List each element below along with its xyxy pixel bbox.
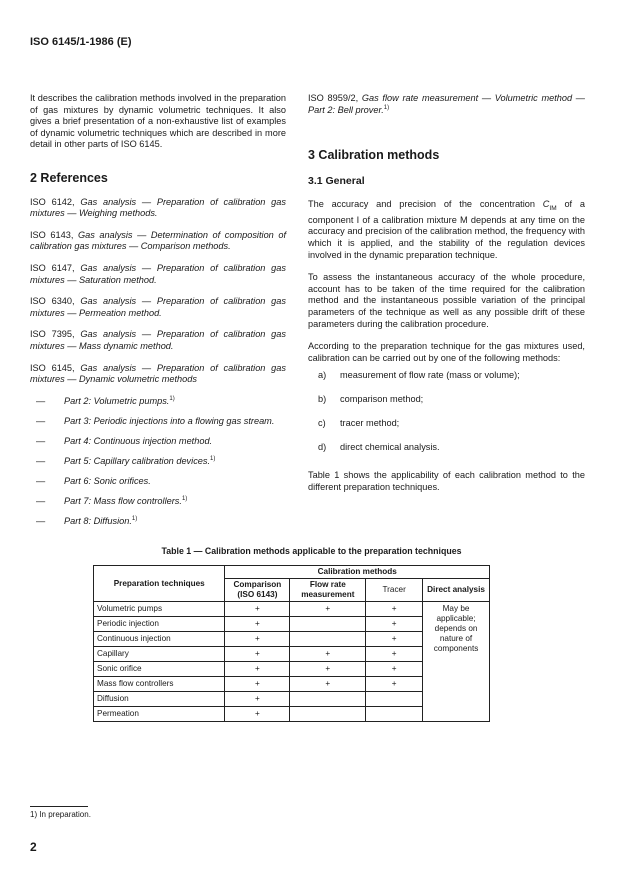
intro-paragraph: It describes the calibration methods involved in the preparation of gas mixtures by dynamic volumetric techniques. It also gives a brief presentation of a non-exhaustive list of examples of dynamic volumetric techniques which are described in more detail in other parts of ISO 6145. xyxy=(30,93,286,150)
row-cell xyxy=(366,707,423,722)
row-cell: + xyxy=(290,647,366,662)
row-cell xyxy=(366,692,423,707)
row-cell: + xyxy=(225,662,290,677)
row-cell: + xyxy=(290,662,366,677)
paragraph-table-ref: Table 1 shows the applicability of each calibration method to the different preparation techniques. xyxy=(308,470,585,492)
row-cell: + xyxy=(225,647,290,662)
calibration-methods-table xyxy=(93,565,490,722)
part-list-item: — Part 4: Continuous injection method. xyxy=(36,435,213,446)
method-list-item: a) measurement of flow rate (mass or volume); xyxy=(318,370,520,381)
row-cell: + xyxy=(225,632,290,647)
row-cell: + xyxy=(366,602,423,617)
row-technique: Capillary xyxy=(94,647,225,662)
row-technique: Volumetric pumps xyxy=(94,602,225,617)
row-cell: + xyxy=(366,662,423,677)
part-list-item: — Part 8: Diffusion.$^{1)}$ xyxy=(36,515,138,526)
table-row xyxy=(94,602,490,617)
section-2-heading: 2 References xyxy=(30,170,108,185)
part-list-item: — Part 7: Mass flow controllers.$^{1)}$ xyxy=(36,495,188,506)
method-list-item: c) tracer method; xyxy=(318,418,400,429)
row-technique: Diffusion xyxy=(94,692,225,707)
row-cell: + xyxy=(225,677,290,692)
method-list-item: d) direct chemical analysis. xyxy=(318,442,440,453)
paragraph-methods-intro: According to the preparation technique for the gas mixtures used, calibration can be carried out by one of the following methods: xyxy=(308,341,585,363)
row-technique: Mass flow controllers xyxy=(94,677,225,692)
part-list-item: — Part 6: Sonic orifices. xyxy=(36,475,151,486)
row-cell: + xyxy=(366,647,423,662)
reference-item: ISO 6145, Gas analysis — Preparation of calibration gas mixtures — Dynamic volumetric methods xyxy=(30,362,286,385)
row-cell xyxy=(290,617,366,632)
footnote-divider xyxy=(30,806,88,807)
part-list-item: — Part 3: Periodic injections into a flowing gas stream. xyxy=(36,415,275,426)
row-cell: + xyxy=(366,677,423,692)
part-list-item: — Part 5: Capillary calibration devices.$^{1)}$ xyxy=(36,455,216,466)
row-technique: Permeation xyxy=(94,707,225,722)
left-column xyxy=(30,93,286,536)
header-comparison: Comparison (ISO 6143) xyxy=(225,579,290,602)
row-cell xyxy=(290,692,366,707)
part-list-item: — Part 2: Volumetric pumps.$^{1)}$ xyxy=(36,395,175,406)
direct-analysis-note: May be applicable; depends on nature of components xyxy=(423,602,490,722)
row-cell: + xyxy=(225,602,290,617)
right-column xyxy=(308,93,585,494)
reference-item: ISO 7395, Gas analysis — Preparation of calibration gas mixtures — Mass dynamic method. xyxy=(30,329,286,351)
row-technique: Periodic injection xyxy=(94,617,225,632)
page-number: 2 xyxy=(30,840,37,854)
table-caption: Table 1 — Calibration methods applicable to the preparation techniques xyxy=(161,546,462,556)
reference-item: ISO 6340, Gas analysis — Preparation of calibration gas mixtures — Permeation method. xyxy=(30,296,286,318)
row-cell xyxy=(290,707,366,722)
reference-item: ISO 6143, Gas analysis — Determination of composition of calibration gas mixtures — Comparison methods. xyxy=(30,229,287,252)
document-header: ISO 6145/1-1986 (E) xyxy=(30,36,132,48)
row-cell: + xyxy=(290,602,366,617)
header-direct-analysis: Direct analysis xyxy=(423,579,490,602)
row-cell: + xyxy=(225,617,290,632)
paragraph-assess: To assess the instantaneous accuracy of the whole procedure, account has to be taken of the time required for the calibration method and the instantaneous possible variation of the principal parameters of the technique as well as any possible drift of these parameters during the calibration procedure. xyxy=(308,272,585,329)
header-flow-rate: Flow rate measurement xyxy=(290,579,366,602)
row-cell: + xyxy=(366,632,423,647)
reference-item: ISO 6142, Gas analysis — Preparation of calibration gas mixtures — Weighing methods. xyxy=(30,196,286,219)
section-3-heading: 3 Calibration methods xyxy=(308,148,440,163)
paragraph-accuracy: The accuracy and precision of the concentration $C_{IM}$ of a component I of a calibration mixture M depends at any time on the accuracy and precision of the calibration method, the frequency with which it is applied, and the stability of the regulation devices involved in the dynamic preparation technique. xyxy=(308,199,585,260)
section-3-1-heading: 3.1 General xyxy=(308,174,365,187)
header-preparation-techniques: Preparation techniques xyxy=(94,566,225,602)
footnote: 1) In preparation. xyxy=(30,810,91,819)
row-cell xyxy=(290,632,366,647)
row-technique: Sonic orifice xyxy=(94,662,225,677)
row-cell: + xyxy=(366,617,423,632)
reference-iso-8959: ISO 8959/2, Gas flow rate measurement — Volumetric method — Part 2: Bell prover.$^{1)}$ xyxy=(308,93,585,115)
header-calibration-methods: Calibration methods xyxy=(225,566,490,579)
method-list-item: b) comparison method; xyxy=(318,394,424,405)
row-cell: + xyxy=(290,677,366,692)
reference-item: ISO 6147, Gas analysis — Preparation of calibration gas mixtures — Saturation method. xyxy=(30,262,286,285)
row-technique: Continuous injection xyxy=(94,632,225,647)
header-tracer: Tracer xyxy=(366,579,423,602)
row-cell: + xyxy=(225,707,290,722)
row-cell: + xyxy=(225,692,290,707)
